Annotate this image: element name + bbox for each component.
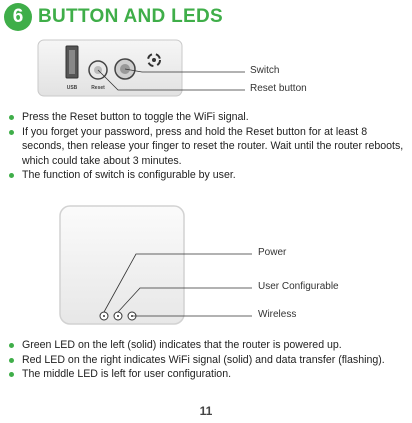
step-number-badge: 6 <box>4 3 32 31</box>
list-item: Green LED on the left (solid) indicates that the router is powered up. <box>6 338 406 353</box>
list-item: If you forget your password, press and hold the Reset button for at least 8 seconds, then release your finger to reset the router. Wait until the router reboots, which could take about 3 minutes. <box>6 125 406 169</box>
list-item: Press the Reset button to toggle the WiFi signal. <box>6 110 406 125</box>
user-configurable-callout-label: User Configurable <box>258 281 339 292</box>
switch-callout-label: Switch <box>250 65 280 76</box>
led-descriptions-list <box>6 338 406 382</box>
router-front-panel <box>60 206 184 324</box>
section-heading <box>4 2 223 32</box>
reset-button-callout-label: Reset button <box>250 83 307 94</box>
list-item: The function of switch is configurable by user. <box>6 168 406 183</box>
list-item: Red LED on the right indicates WiFi signal (solid) and data transfer (flashing). <box>6 353 406 368</box>
list-item: The middle LED is left for user configuration. <box>6 367 406 382</box>
power-callout-label: Power <box>258 247 287 258</box>
wireless-callout-label: Wireless <box>258 309 297 320</box>
button-instructions-list <box>6 110 406 183</box>
usb-port-tongue <box>69 50 75 74</box>
reset-port-label: Reset <box>91 85 105 91</box>
router-ports-figure <box>0 36 412 102</box>
section-title: BUTTON AND LEDS <box>38 6 223 27</box>
page-number: 11 <box>199 404 213 418</box>
router-side-panel <box>38 40 182 96</box>
usb-port-label: USB <box>66 85 78 91</box>
router-leds-figure <box>0 200 412 330</box>
